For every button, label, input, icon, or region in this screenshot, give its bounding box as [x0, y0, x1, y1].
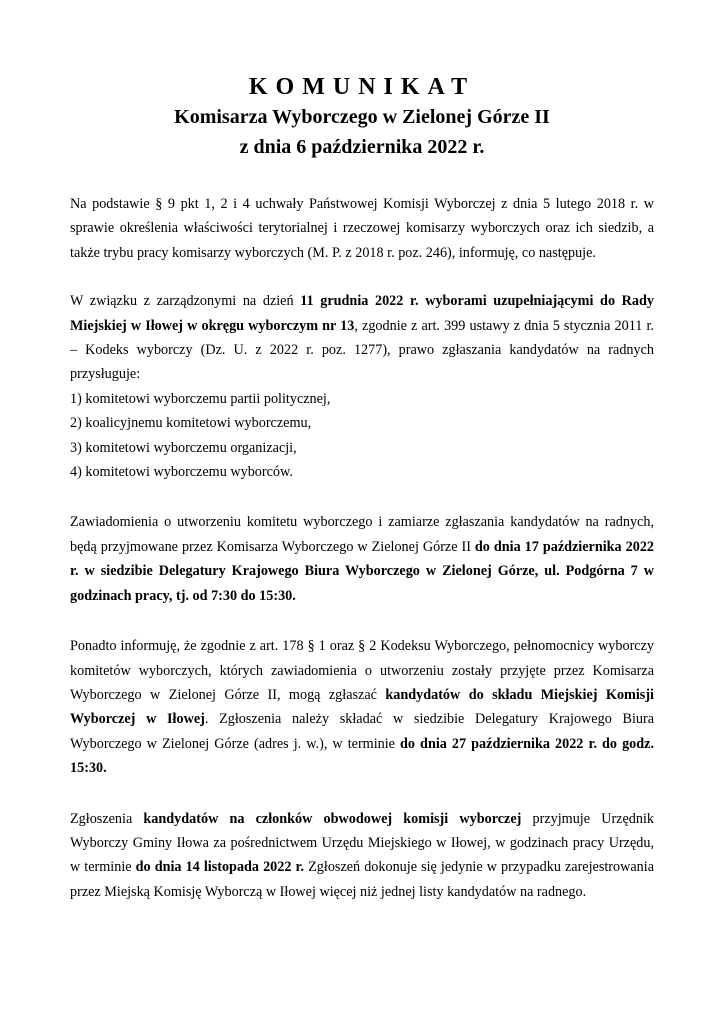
document-date: z dnia 6 października 2022 r. [239, 136, 485, 158]
list-item: 2) koalicyjnemu komitetowi wyborczemu, [70, 415, 312, 432]
document-title: KOMUNIKAT [248, 74, 476, 100]
paragraph-notifications [70, 510, 654, 608]
text-segment: . Zgłoszenia należy składać w siedzibie Delegatury Krajowego Biura Wyborczego w Zielonej Górze (adres j. w.), w terminie [70, 711, 655, 752]
paragraph-municipal-commission [70, 634, 654, 780]
text-segment: Zgłoszenia [70, 810, 144, 827]
list-item: 4) komitetowi wyborczemu wyborców. [70, 464, 293, 481]
text-segment: , zgodnie z art. 399 ustawy z dnia 5 stycznia 2011 r. – Kodeks wyborczy (Dz. U. z 2022 r. poz. 1277), prawo zgłaszania kandydatów na radnych przysługuje: [70, 317, 654, 383]
bold-segment: do dnia 27 października 2022 r. do godz. 15:30. [70, 735, 654, 777]
paragraph-district-commission [70, 807, 654, 905]
bold-segment: do dnia 14 listopada 2022 r. [135, 859, 305, 876]
document-subtitle: Komisarza Wyborczego w Zielonej Górze II [174, 106, 550, 128]
paragraph-election-info [70, 289, 654, 387]
bold-segment: do dnia 17 października 2022 r. w siedzibie Delegatury Krajowego Biura Wyborczego w Zielonej Górze, ul. Podgórna 7 w godzinach pracy, tj. od 7:30 do 15:30. [70, 538, 655, 604]
document-header [70, 0, 654, 162]
text-segment: przyjmuje Urzędnik Wyborczy Gminy Iłowa za pośrednictwem Urzędu Miejskiego w Iłowej, w godzinach pracy Urzędu, w terminie [70, 810, 654, 876]
text-segment: Zgłoszeń dokonuje się jedynie w przypadku zarejestrowania przez Miejską Komisję Wyborczą w Iłowej więcej niż jednej listy kandydatów na radnego. [70, 859, 654, 900]
paragraph-legal-basis: Na podstawie § 9 pkt 1, 2 i 4 uchwały Państwowej Komisji Wyborczej z dnia 5 lutego 2018 r. w sprawie określenia właściwości terytorialnej i rzeczowej komisarzy wyborczych oraz ich siedzib, a także trybu pracy komisarzy wyborczych (M. P. z 2018 r. poz. 246), informuję, co następuje. [70, 196, 654, 261]
entitled-committees-list [70, 387, 654, 485]
text-segment: Ponadto informuję, że zgodnie z art. 178 § 1 oraz § 2 Kodeksu Wyborczego, pełnomocnicy wyborczy komitetów wyborczych, których zawiadomienia o utworzeniu zostały przyjęte przez Komisarza Wyborczego w Zielonej Górze II, mogą zgłaszać [70, 638, 654, 703]
list-item: 3) komitetowi wyborczemu organizacji, [70, 439, 297, 456]
text-segment: W związku z zarządzonymi na dzień [70, 293, 301, 310]
bold-segment: 11 grudnia 2022 r. wyborami uzupełniającymi do Rady Miejskiej w Iłowej w okręgu wyborczym nr 13 [70, 293, 654, 334]
bold-segment: kandydatów na członków obwodowej komisji wyborczej [143, 810, 522, 827]
text-segment: Zawiadomienia o utworzeniu komitetu wyborczego i zamiarze zgłaszania kandydatów na radnych, będą przyjmowane przez Komisarza Wyborczego w Zielonej Górze II [70, 514, 654, 555]
document-body [70, 192, 654, 904]
list-item: 1) komitetowi wyborczemu partii politycznej, [70, 390, 331, 407]
bold-segment: kandydatów do składu Miejskiej Komisji Wyborczej w Iłowej [70, 686, 654, 728]
